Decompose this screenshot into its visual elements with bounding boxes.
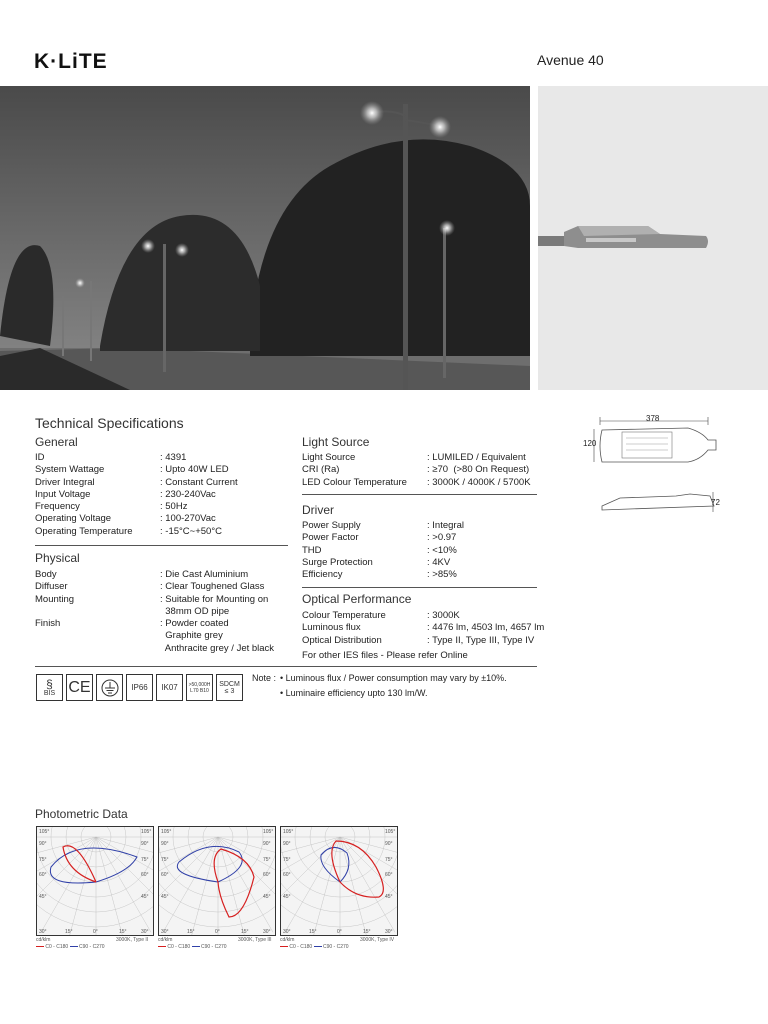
driver-row bbox=[302, 557, 542, 569]
legend-swatch-c90 bbox=[70, 946, 78, 947]
spec-label: Driver Integral bbox=[35, 476, 95, 488]
bis-certification-mark: § BIS bbox=[36, 674, 63, 701]
ik-rating-badge: IK07 bbox=[156, 674, 183, 701]
polar-diagram bbox=[36, 826, 154, 936]
polar-angle-label: 45° bbox=[39, 894, 47, 900]
spec-value: : 3000K / 4000K / 5700K bbox=[427, 476, 531, 488]
spec-value: : Suitable for Mounting on bbox=[160, 593, 269, 605]
optical-row bbox=[302, 622, 552, 634]
legend-label-c0: C0 - C180 bbox=[44, 944, 70, 950]
polar-angle-label: 60° bbox=[263, 872, 271, 878]
technical-specifications-title: Technical Specifications bbox=[35, 415, 184, 431]
spec-label bbox=[35, 643, 160, 655]
product-name: Avenue 40 bbox=[537, 52, 604, 68]
spec-label: Surge Protection bbox=[302, 556, 373, 568]
polar-grid-spoke bbox=[41, 837, 96, 932]
polar-grid-ring bbox=[281, 827, 397, 912]
driver-specs-list bbox=[302, 520, 542, 581]
polar-angle-label: 0° bbox=[215, 929, 220, 935]
note-item: • Luminous flux / Power consumption may vary by ±10%. bbox=[280, 673, 507, 683]
general-row bbox=[35, 477, 288, 489]
sdcm-badge: SDCM ≤ 3 bbox=[216, 674, 243, 701]
light-source-specs-list bbox=[302, 452, 542, 489]
general-specs-list bbox=[35, 452, 288, 538]
polar-unit-label: cd/klm bbox=[158, 937, 173, 943]
polar-caption: 3000K, Type II bbox=[116, 937, 149, 943]
ies-files-note: For other IES files - Please refer Online bbox=[302, 650, 468, 661]
polar-angle-label: 75° bbox=[39, 857, 47, 863]
polar-angle-label: 90° bbox=[263, 841, 271, 847]
optical-section-title: Optical Performance bbox=[302, 592, 412, 606]
driver-row bbox=[302, 532, 542, 544]
polar-legend bbox=[158, 944, 227, 950]
ip-rating-badge: IP66 bbox=[126, 674, 153, 701]
polar-grid-ring bbox=[159, 827, 275, 912]
physical-row bbox=[35, 630, 288, 642]
polar-angle-label: 90° bbox=[161, 841, 169, 847]
general-row bbox=[35, 513, 288, 525]
section-divider bbox=[35, 666, 537, 667]
light-source-section-title: Light Source bbox=[302, 435, 370, 449]
polar-angle-label: 75° bbox=[263, 857, 271, 863]
spec-label: ID bbox=[35, 452, 45, 463]
spec-value: : 100-270Vac bbox=[160, 513, 216, 525]
spec-label: System Wattage bbox=[35, 464, 105, 476]
spec-label: Luminous flux bbox=[302, 622, 361, 634]
notes-label: Note : bbox=[252, 673, 277, 683]
polar-angle-label: 45° bbox=[385, 894, 393, 900]
spec-value: : Integral bbox=[427, 520, 464, 531]
polar-unit-label: cd/klm bbox=[280, 937, 295, 943]
polar-angle-label: 30° bbox=[141, 929, 149, 935]
physical-row bbox=[35, 643, 288, 655]
polar-angle-label: 15° bbox=[363, 929, 371, 935]
legend-label-c90: C90 - C270 bbox=[77, 944, 105, 950]
polar-angle-label: 75° bbox=[141, 857, 149, 863]
polar-angle-label: 105° bbox=[39, 829, 50, 835]
c0-c180-curve bbox=[214, 849, 254, 917]
spec-label: CRI (Ra) bbox=[302, 464, 340, 476]
polar-diagram bbox=[280, 826, 398, 936]
spec-label bbox=[35, 630, 160, 642]
legend-label-c90: C90 - C270 bbox=[321, 944, 349, 950]
note-item: • Luminaire efficiency upto 130 lm/W. bbox=[280, 688, 428, 698]
physical-row bbox=[35, 569, 288, 581]
polar-angle-label: 45° bbox=[141, 894, 149, 900]
polar-angle-label: 90° bbox=[141, 841, 149, 847]
spec-label: Body bbox=[35, 569, 57, 580]
general-row bbox=[35, 489, 288, 501]
dimension-height: 120 bbox=[583, 439, 597, 448]
legend-label-c0: C0 - C180 bbox=[166, 944, 192, 950]
polar-angle-label: 60° bbox=[385, 872, 393, 878]
physical-row bbox=[35, 618, 288, 630]
spec-label: Efficiency bbox=[302, 569, 343, 581]
polar-angle-label: 90° bbox=[385, 841, 393, 847]
spec-value: Anthracite grey / Jet black bbox=[160, 642, 275, 654]
photometric-data-title: Photometric Data bbox=[35, 807, 128, 821]
polar-angle-label: 30° bbox=[385, 929, 393, 935]
physical-section-title: Physical bbox=[35, 551, 80, 565]
spec-label: Operating Voltage bbox=[35, 513, 112, 525]
legend-swatch-c0 bbox=[158, 946, 166, 947]
spec-value: : 4391 bbox=[160, 452, 187, 463]
spec-label: Power Supply bbox=[302, 520, 361, 531]
polar-angle-label: 45° bbox=[161, 894, 169, 900]
polar-angle-label: 60° bbox=[161, 872, 169, 878]
polar-angle-label: 75° bbox=[385, 857, 393, 863]
spec-value: : <10% bbox=[427, 544, 457, 556]
spec-label: THD bbox=[302, 544, 322, 556]
spec-value: : Powder coated bbox=[160, 618, 229, 630]
polar-angle-label: 60° bbox=[283, 872, 291, 878]
spec-label: Diffuser bbox=[35, 581, 68, 593]
driver-row bbox=[302, 545, 542, 557]
driver-row bbox=[302, 569, 542, 581]
spec-label: LED Colour Temperature bbox=[302, 476, 407, 488]
driver-section-title: Driver bbox=[302, 503, 334, 517]
polar-angle-label: 90° bbox=[283, 841, 291, 847]
luminaire-side-view-image bbox=[538, 86, 768, 390]
legend-swatch-c90 bbox=[314, 946, 322, 947]
polar-grid-spoke bbox=[340, 837, 395, 932]
spec-value: : >0.97 bbox=[427, 532, 457, 544]
polar-legend bbox=[280, 944, 349, 950]
spec-label: Frequency bbox=[35, 501, 80, 513]
optical-row bbox=[302, 635, 552, 647]
spec-label: Mounting bbox=[35, 593, 75, 605]
optical-specs-list bbox=[302, 610, 552, 647]
spec-value: : >85% bbox=[427, 569, 457, 581]
polar-angle-label: 60° bbox=[141, 872, 149, 878]
polar-grid-spoke bbox=[163, 837, 218, 932]
polar-angle-label: 0° bbox=[337, 929, 342, 935]
polar-unit-label: cd/klm bbox=[36, 937, 51, 943]
physical-specs-list bbox=[35, 569, 288, 655]
brand-logo: K·LiTE bbox=[34, 50, 108, 73]
physical-row bbox=[35, 594, 288, 606]
spec-label: Finish bbox=[35, 618, 61, 630]
spec-value: : Type II, Type III, Type IV bbox=[427, 634, 535, 646]
polar-angle-label: 15° bbox=[119, 929, 127, 935]
bis-icon: § bbox=[46, 677, 53, 691]
polar-angle-label: 75° bbox=[283, 857, 291, 863]
spec-value: Graphite grey bbox=[160, 630, 223, 642]
spec-value: : Clear Toughened Glass bbox=[160, 581, 265, 593]
spec-value: : ≥70 (>80 On Request) bbox=[427, 464, 530, 476]
spec-value: : LUMILED / Equivalent bbox=[427, 452, 526, 463]
general-row bbox=[35, 464, 288, 476]
dimension-depth: 72 bbox=[711, 498, 720, 507]
light-source-row bbox=[302, 464, 542, 476]
section-divider bbox=[35, 545, 288, 546]
polar-angle-label: 105° bbox=[161, 829, 172, 835]
polar-angle-label: 105° bbox=[385, 829, 396, 835]
spec-label bbox=[35, 606, 160, 618]
legend-swatch-c0 bbox=[36, 946, 44, 947]
physical-row bbox=[35, 606, 288, 618]
spec-value: : 50Hz bbox=[160, 501, 188, 513]
spec-value: : Die Cast Aluminium bbox=[160, 569, 249, 580]
spec-label: Power Factor bbox=[302, 532, 359, 544]
ce-mark: CE bbox=[66, 674, 93, 701]
spec-value: : Upto 40W LED bbox=[160, 464, 229, 476]
polar-legend bbox=[36, 944, 105, 950]
polar-grid-ring bbox=[37, 827, 153, 912]
polar-angle-label: 105° bbox=[283, 829, 294, 835]
optical-row bbox=[302, 610, 552, 622]
spec-label: Optical Distribution bbox=[302, 634, 382, 646]
general-row bbox=[35, 501, 288, 513]
lifetime-badge: >50,000H L70 B10 bbox=[186, 674, 213, 701]
light-source-row bbox=[302, 452, 542, 464]
earth-ground-icon bbox=[96, 674, 123, 701]
polar-angle-label: 15° bbox=[65, 929, 73, 935]
spec-value: : 3000K bbox=[427, 610, 460, 621]
section-divider bbox=[302, 587, 537, 588]
street-lighting-photo bbox=[0, 86, 530, 390]
polar-caption: 3000K, Type IV bbox=[360, 937, 395, 943]
spec-label: Operating Temperature bbox=[35, 525, 133, 537]
physical-row bbox=[35, 581, 288, 593]
c0-c180-curve bbox=[332, 841, 384, 897]
general-row bbox=[35, 526, 288, 538]
dimension-drawing bbox=[580, 410, 730, 520]
luminaire-product-panel bbox=[538, 86, 768, 390]
polar-angle-label: 90° bbox=[39, 841, 47, 847]
spec-value: : 4KV bbox=[427, 556, 451, 568]
c90-c270-curve bbox=[321, 847, 349, 882]
polar-angle-label: 30° bbox=[161, 929, 169, 935]
polar-angle-label: 15° bbox=[187, 929, 195, 935]
polar-angle-label: 0° bbox=[93, 929, 98, 935]
polar-angle-label: 60° bbox=[39, 872, 47, 878]
polar-grid-spoke bbox=[312, 837, 340, 935]
polar-angle-label: 105° bbox=[263, 829, 274, 835]
legend-swatch-c0 bbox=[280, 946, 288, 947]
polar-angle-label: 75° bbox=[161, 857, 169, 863]
dimension-width: 378 bbox=[646, 414, 660, 423]
legend-label-c90: C90 - C270 bbox=[199, 944, 227, 950]
legend-swatch-c90 bbox=[192, 946, 200, 947]
polar-angle-label: 15° bbox=[309, 929, 317, 935]
spec-value: 38mm OD pipe bbox=[160, 605, 230, 617]
spec-label: Light Source bbox=[302, 452, 356, 463]
polar-angle-label: 15° bbox=[241, 929, 249, 935]
polar-diagram bbox=[158, 826, 276, 936]
polar-grid-spoke bbox=[96, 837, 151, 932]
driver-row bbox=[302, 520, 542, 532]
polar-caption: 3000K, Type III bbox=[238, 937, 272, 943]
general-section-title: General bbox=[35, 435, 78, 449]
polar-angle-label: 45° bbox=[283, 894, 291, 900]
spec-value: : 230-240Vac bbox=[160, 488, 216, 500]
polar-grid-spoke bbox=[218, 837, 246, 935]
polar-angle-label: 105° bbox=[141, 829, 152, 835]
light-source-row bbox=[302, 477, 542, 489]
section-divider bbox=[302, 494, 537, 495]
polar-angle-label: 45° bbox=[263, 894, 271, 900]
polar-angle-label: 30° bbox=[263, 929, 271, 935]
polar-angle-label: 30° bbox=[283, 929, 291, 935]
spec-label: Input Voltage bbox=[35, 488, 91, 500]
spec-value: : Constant Current bbox=[160, 476, 238, 488]
spec-label: Colour Temperature bbox=[302, 610, 386, 621]
spec-value: : -15°C~+50°C bbox=[160, 525, 222, 537]
general-row bbox=[35, 452, 288, 464]
spec-value: : 4476 lm, 4503 lm, 4657 lm bbox=[427, 622, 545, 634]
polar-angle-label: 30° bbox=[39, 929, 47, 935]
legend-label-c0: C0 - C180 bbox=[288, 944, 314, 950]
